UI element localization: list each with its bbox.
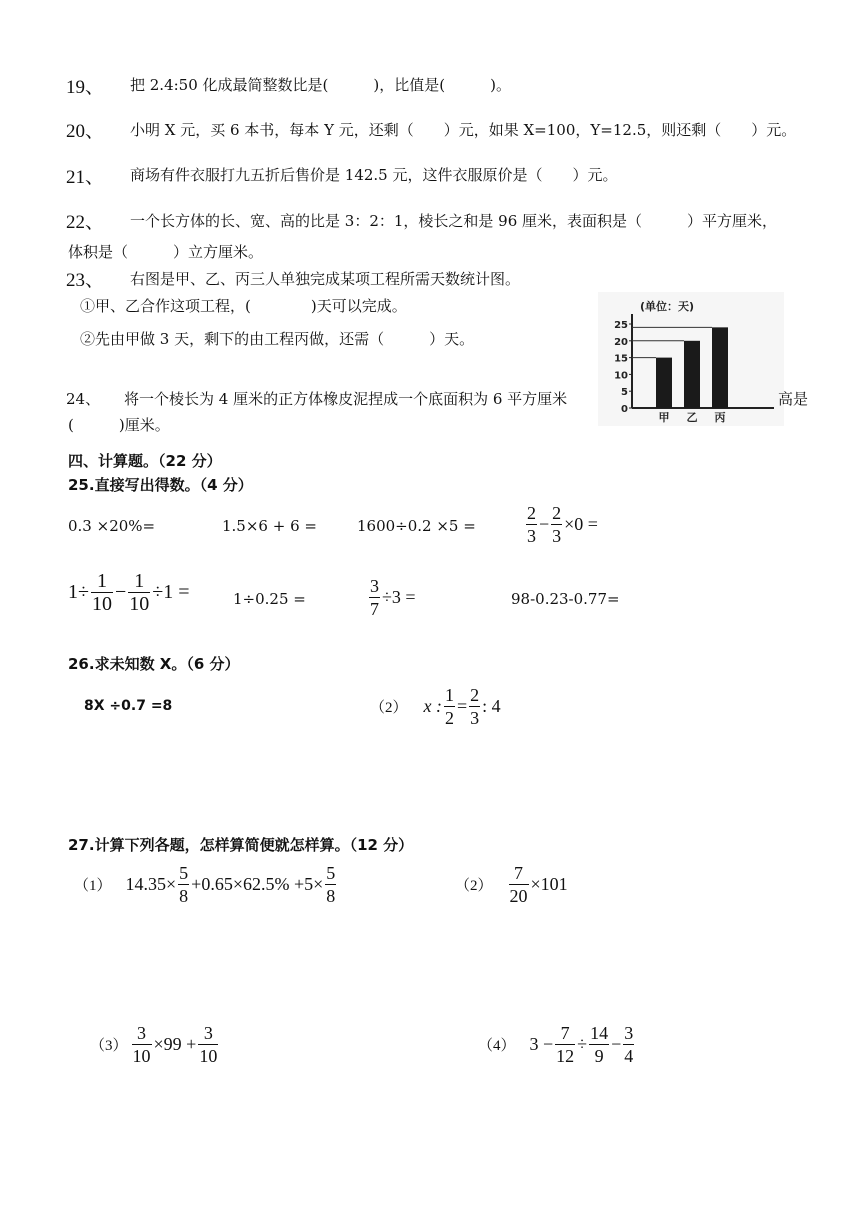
fraction bbox=[325, 862, 336, 907]
q24-text-line2: ( )厘米。 bbox=[68, 416, 170, 434]
denominator: 3 bbox=[470, 708, 480, 728]
x-tick-label: 甲 bbox=[658, 411, 670, 424]
fraction bbox=[128, 570, 150, 615]
y-tick-label: 5 bbox=[621, 387, 628, 399]
fraction bbox=[178, 862, 189, 907]
numerator: 1 bbox=[128, 570, 150, 593]
q25-expr-4: $\frac{2}{3}$ − $\frac{2}{3}$ ×0 = bbox=[527, 503, 598, 546]
denominator: 4 bbox=[624, 1046, 634, 1066]
expr-rest: : 4 bbox=[482, 696, 501, 716]
bar-乙 bbox=[684, 341, 700, 408]
expr-pre: x : bbox=[423, 696, 442, 716]
denominator: 20 bbox=[509, 886, 528, 906]
fraction bbox=[198, 1022, 218, 1067]
q19-text: 把 2.4:50 化成最简整数比是( )，比值是( )。 bbox=[130, 76, 511, 94]
q25-expr-1: 0.3 ×20%= bbox=[68, 517, 156, 535]
q27-expr-2 bbox=[455, 862, 568, 907]
numerator: 5 bbox=[179, 863, 189, 883]
fraction bbox=[555, 1022, 575, 1067]
expr-rest: ×101 bbox=[530, 874, 568, 894]
numerator: 5 bbox=[326, 863, 336, 883]
fraction bbox=[469, 684, 480, 729]
expr-mid: − bbox=[611, 1034, 622, 1054]
q24-number: 24、 bbox=[66, 390, 101, 408]
numerator: 1 bbox=[91, 570, 113, 593]
denominator: 10 bbox=[199, 1046, 218, 1066]
bar-chart-image bbox=[598, 292, 784, 426]
fraction bbox=[623, 1022, 634, 1067]
numerator: 3 bbox=[132, 1022, 152, 1045]
expr-rest: ×0 = bbox=[564, 514, 598, 534]
q23-sub2: ②先由甲做 3 天，剩下的由工程丙做，还需（ ）天。 bbox=[80, 330, 475, 348]
expr-mid: ×99 + bbox=[153, 1034, 197, 1054]
q25-expr-3: 1600÷0.2 ×5 = bbox=[357, 517, 476, 535]
chart-title: (单位：天) bbox=[640, 300, 695, 313]
denominator: 10 bbox=[132, 1046, 151, 1066]
x-tick-label: 丙 bbox=[714, 411, 726, 424]
q19-number: 19、 bbox=[66, 77, 105, 98]
numerator: 3 bbox=[370, 576, 379, 596]
fraction bbox=[91, 570, 113, 615]
q21-number: 21、 bbox=[66, 167, 105, 188]
denominator: 10 bbox=[91, 593, 112, 615]
denominator: 8 bbox=[179, 886, 189, 906]
fraction bbox=[369, 575, 380, 620]
q23-number: 23、 bbox=[66, 270, 105, 291]
numerator: 1 bbox=[445, 685, 454, 705]
expr-rest: ÷1 = bbox=[152, 581, 190, 603]
q21-text: 商场有件衣服打九五折后售价是 142.5 元，这件衣服原价是（ ）元。 bbox=[130, 166, 618, 184]
fraction bbox=[444, 684, 455, 729]
numerator: 14 bbox=[590, 1023, 609, 1043]
q20-text: 小明 X 元，买 6 本书，每本 Y 元，还剩（ ）元，如果 X=100，Y=12.5，则还剩（ ）元。 bbox=[130, 121, 797, 139]
y-tick-label: 20 bbox=[614, 336, 628, 348]
q26-equation-1: 8X ÷0.7 =8 bbox=[84, 698, 173, 714]
denominator: 3 bbox=[552, 526, 562, 546]
expr-pre: 3 − bbox=[529, 1034, 554, 1054]
bar-丙 bbox=[712, 327, 728, 408]
q25-expr-5 bbox=[68, 570, 190, 615]
item-label: （3） bbox=[90, 1038, 128, 1054]
expr-mid: = bbox=[457, 696, 468, 716]
item-label: （2） bbox=[455, 878, 493, 894]
x-tick-label: 乙 bbox=[686, 411, 698, 424]
q25-expr-2: 1.5×6 + 6 = bbox=[222, 517, 317, 535]
fraction bbox=[132, 1022, 152, 1067]
expr-mid: ÷ bbox=[577, 1034, 588, 1054]
numerator: 3 bbox=[198, 1022, 218, 1045]
y-tick-label: 10 bbox=[614, 370, 628, 382]
denominator: 9 bbox=[594, 1046, 604, 1066]
q22-text-line2: 体积是（ ）立方厘米。 bbox=[68, 243, 264, 261]
fraction bbox=[589, 1022, 609, 1067]
q25-expr-8: 98-0.23-0.77= bbox=[511, 590, 620, 608]
denominator: 10 bbox=[129, 593, 150, 615]
expr-mid: +0.65×62.5% +5× bbox=[191, 874, 324, 894]
y-tick-label: 15 bbox=[614, 353, 628, 365]
numerator: 7 bbox=[509, 862, 529, 885]
item-label: （4） bbox=[478, 1038, 516, 1054]
item-label: （2） bbox=[370, 700, 408, 716]
numerator: 7 bbox=[555, 1022, 575, 1045]
expr-pre: 1÷ bbox=[68, 581, 89, 603]
numerator: 3 bbox=[624, 1023, 634, 1043]
q25-expr-6: 1÷0.25 = bbox=[233, 590, 306, 608]
bar-甲 bbox=[656, 358, 672, 408]
q22-text: 一个长方体的长、宽、高的比是 3：2：1，棱长之和是 96 厘米，表面积是（ ）平方厘米， bbox=[130, 212, 778, 230]
expr-mid: − bbox=[114, 581, 127, 603]
q23-sub1: ①甲、乙合作这项工程，( )天可以完成。 bbox=[80, 297, 407, 315]
denominator: 12 bbox=[556, 1046, 575, 1066]
fraction bbox=[526, 502, 537, 547]
q27-expr-3 bbox=[90, 1022, 220, 1067]
q23-text: 右图是甲、乙、丙三人单独完成某项工程所需天数统计图。 bbox=[130, 270, 521, 288]
fraction bbox=[551, 502, 562, 547]
bar-chart bbox=[598, 292, 784, 426]
q26-title: 26.求未知数 X。（6 分） bbox=[68, 655, 240, 673]
item-label: （1） bbox=[74, 878, 112, 894]
q27-expr-1 bbox=[74, 862, 338, 907]
numerator: 2 bbox=[470, 685, 480, 705]
denominator: 2 bbox=[445, 708, 454, 728]
numerator: 2 bbox=[527, 503, 536, 523]
denominator: 3 bbox=[527, 526, 536, 546]
y-tick-label: 25 bbox=[614, 320, 628, 331]
q25-expr-7 bbox=[367, 575, 416, 620]
fraction bbox=[509, 862, 529, 907]
q27-title: 27.计算下列各题，怎样算简便就怎样算。（12 分） bbox=[68, 836, 414, 854]
denominator: 7 bbox=[370, 599, 379, 619]
q22-number: 22、 bbox=[66, 212, 105, 233]
denominator: 8 bbox=[326, 886, 336, 906]
q26-equation-2 bbox=[370, 684, 501, 729]
q20-number: 20、 bbox=[66, 121, 105, 142]
q25-title: 25.直接写出得数。（4 分） bbox=[68, 476, 253, 494]
expr-rest: ÷3 = bbox=[382, 587, 416, 607]
section-4-title: 四、计算题。（22 分） bbox=[68, 452, 222, 470]
q27-expr-4 bbox=[478, 1022, 636, 1067]
y-tick-label: 0 bbox=[621, 404, 628, 415]
numerator: 2 bbox=[552, 503, 562, 523]
q24-text-tail: 高是 bbox=[778, 390, 809, 408]
expr-pre: 14.35× bbox=[125, 874, 177, 894]
q24-text: 将一个棱长为 4 厘米的正方体橡皮泥捏成一个底面积为 6 平方厘米 bbox=[124, 390, 568, 408]
